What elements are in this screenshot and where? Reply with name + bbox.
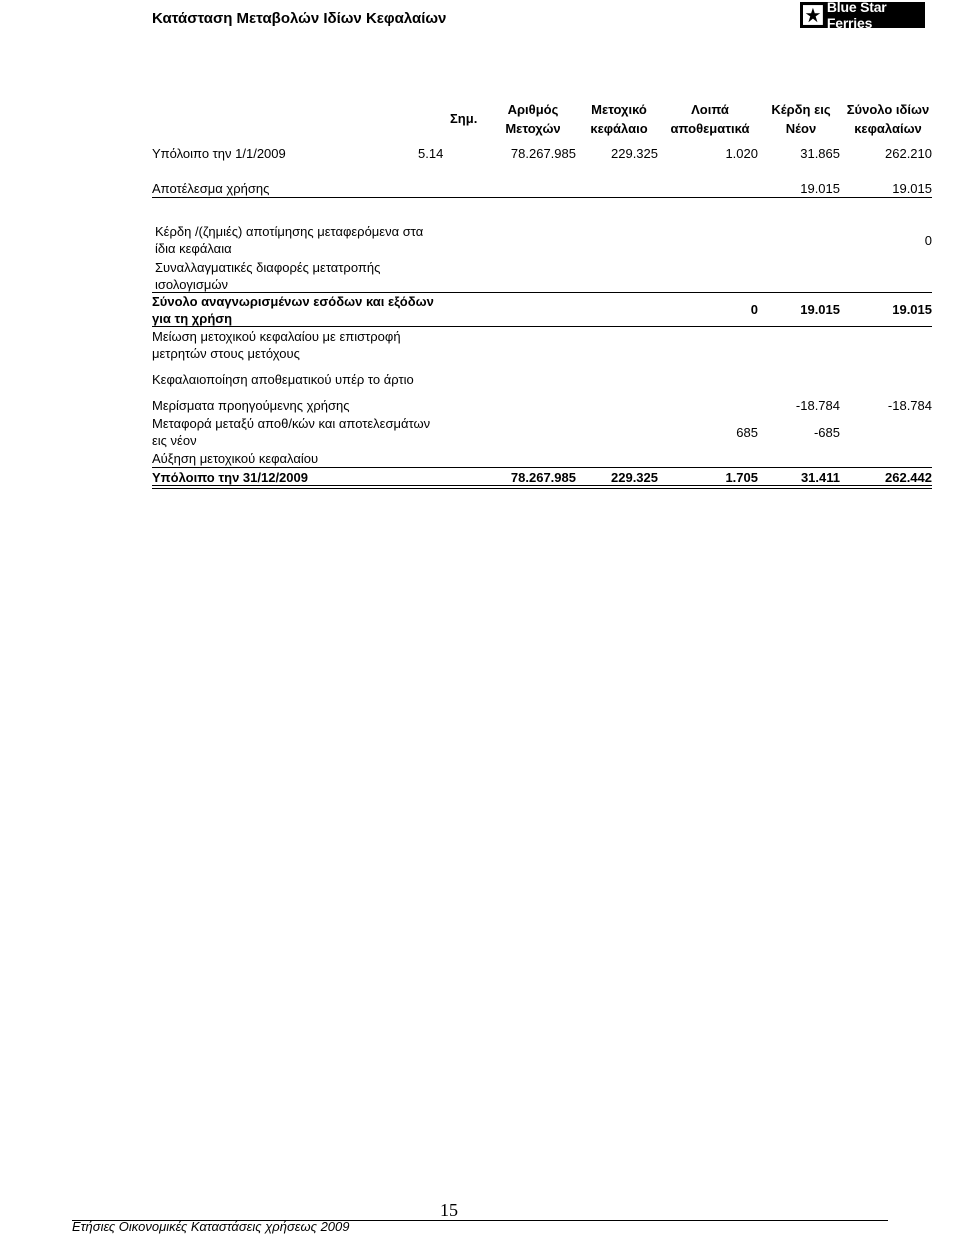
col-reserves-header (666, 100, 754, 138)
row-recognized-total: 19.015 (892, 302, 932, 317)
col-total-line2: κεφαλαίων (854, 121, 922, 136)
row-result-total: 19.015 (892, 181, 932, 196)
row-fairvalue-total: 0 (924, 233, 932, 248)
col-total-header (842, 100, 934, 138)
col-shares-line1: Αριθμός (507, 102, 559, 117)
row-dividends-total: -18.784 (887, 398, 932, 413)
col-note-header: Σημ. (450, 111, 478, 126)
col-capital-header (584, 100, 654, 138)
row-capitalization-label: Κεφαλαιοποίηση αποθεματικού υπέρ το άρτιο (152, 372, 414, 387)
row-opening-reserves: 1.020 (725, 146, 758, 161)
row-closing-retained: 31.411 (800, 470, 840, 485)
col-retained-header (766, 100, 836, 138)
row-recognized-line2: για τη χρήση (152, 311, 233, 326)
row-closing-shares: 78.267.985 (510, 470, 576, 485)
row-transfer-retained: -685 (813, 425, 840, 440)
row-fairvalue-label (155, 223, 423, 257)
row-reduction-label (152, 328, 401, 362)
row-recognized-line1: Σύνολο αναγνωρισμένων εσόδων και εξόδων (152, 294, 434, 309)
row-increase-label: Αύξηση μετοχικού κεφαλαίου (152, 451, 319, 466)
page-number: 15 (440, 1200, 458, 1220)
row-reduction-line2: μετρητών στους μετόχους (152, 346, 300, 361)
row-separator (152, 467, 932, 468)
row-separator (152, 197, 932, 198)
row-recognized-label (152, 293, 434, 327)
row-result-label: Αποτέλεσμα χρήσης (152, 181, 270, 196)
col-retained-line1: Κέρδη εις (771, 102, 831, 117)
footer-text: Ετήσιες Οικονομικές Καταστάσεις χρήσεως 2009 (72, 1219, 350, 1234)
row-separator (152, 326, 932, 327)
row-dividends-retained: -18.784 (795, 398, 840, 413)
col-capital-line2: κεφάλαιο (590, 121, 648, 136)
col-reserves-line1: Λοιπά (691, 102, 729, 117)
star-logo-icon (803, 4, 823, 26)
col-total-line1: Σύνολο ιδίων (846, 102, 930, 117)
row-result-retained: 19.015 (800, 181, 840, 196)
row-opening-note: 5.14 (418, 146, 444, 161)
row-fx-line2: ισολογισμών (155, 277, 228, 292)
document-title: Κατάσταση Μεταβολών Ιδίων Κεφαλαίων (152, 10, 447, 27)
col-capital-line1: Μετοχικό (591, 102, 647, 117)
col-reserves-line2: αποθεματικά (670, 121, 750, 136)
row-opening-capital: 229.325 (611, 146, 658, 161)
row-dividends-label: Μερίσματα προηγούμενης χρήσης (152, 398, 350, 413)
col-retained-line2: Νέον (785, 121, 817, 136)
row-opening-retained: 31.865 (800, 146, 840, 161)
logo-text: Blue Star Ferries (826, 0, 887, 31)
row-fx-line1: Συναλλαγματικές διαφορές μετατροπής (155, 260, 381, 275)
col-shares-header (500, 100, 566, 138)
row-closing-total: 262.442 (885, 470, 932, 485)
row-closing-label: Υπόλοιπο την 31/12/2009 (152, 470, 308, 485)
row-opening-label: Υπόλοιπο την 1/1/2009 (152, 146, 286, 161)
row-fairvalue-line2: ίδια κεφάλαια (155, 241, 232, 256)
row-recognized-retained: 19.015 (800, 302, 840, 317)
col-shares-line2: Μετοχών (505, 121, 561, 136)
row-fairvalue-line1: Κέρδη /(ζημιές) αποτίμησης μεταφερόμενα στα (155, 224, 424, 239)
row-transfer-line1: Μεταφορά μεταξύ αποθ/κών και αποτελεσμάτων (152, 416, 431, 431)
row-transfer-reserves: 685 (736, 425, 758, 440)
closing-double-underline (152, 485, 932, 489)
row-closing-reserves: 1.705 (725, 470, 758, 485)
row-transfer-label (152, 415, 430, 449)
row-reduction-line1: Μείωση μετοχικού κεφαλαίου με επιστροφή (152, 329, 401, 344)
row-opening-shares: 78.267.985 (510, 146, 576, 161)
row-closing-capital: 229.325 (611, 470, 658, 485)
row-opening-total: 262.210 (885, 146, 932, 161)
row-fx-label (155, 259, 380, 293)
row-recognized-reserves: 0 (750, 302, 758, 317)
company-logo (800, 0, 925, 31)
row-transfer-line2: εις νέον (152, 433, 197, 448)
